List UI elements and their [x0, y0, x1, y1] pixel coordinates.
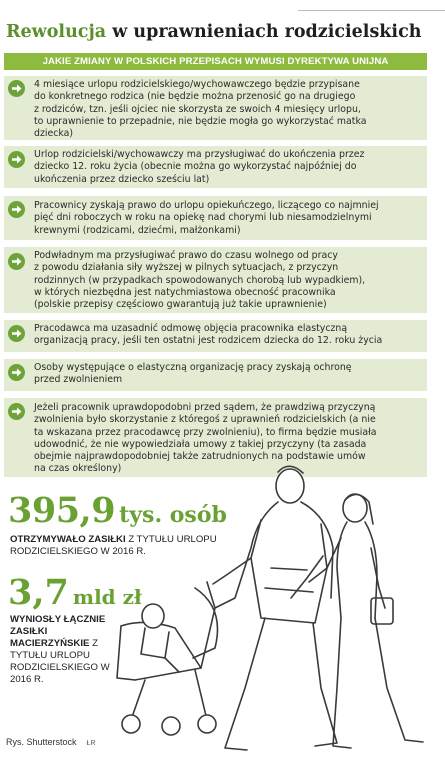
arrow-right-circle-icon — [8, 253, 25, 270]
list-item-text: Pracownicy zyskają prawo do urlopu opiekuńczego, liczącego co najmniej pięć dni roboczych w roku na opiekę nad chorymi lub niesamodzielnymi krewnymi (rodzicami, dziećmi, małżonkami) — [34, 200, 379, 236]
top-rule — [298, 10, 445, 11]
stat-amount-unit: mld zł — [72, 585, 142, 609]
author-tag: ŁR — [86, 740, 96, 747]
title-rest: w uprawnieniach rodzicielskich — [106, 22, 422, 42]
stat-people-caption — [10, 534, 240, 558]
credit-text: Rys. Shutterstock — [6, 737, 77, 747]
list-item — [4, 146, 427, 188]
arrow-right-circle-icon — [8, 80, 25, 97]
list-item — [4, 76, 427, 140]
stat-amount-caption-rest: Z TYTUŁU URLOPU RODZICIELSKIEGO W 2016 R. — [10, 638, 110, 685]
stat-people-value: 395,9 — [8, 490, 116, 531]
arrow-right-circle-icon — [8, 325, 25, 342]
title-accent: Rewolucja — [6, 22, 107, 42]
list-item-text: Urlop rodzicielski/wychowawczy ma przysługiwać do ukończenia przez dziecko 12. roku życia (obecnie można go wykorzystać najpóźniej do ukończenia przez dziecko sześciu lat) — [34, 149, 365, 185]
arrow-right-circle-icon — [8, 403, 25, 420]
list-item — [4, 196, 427, 240]
stat-people-unit: tys. osób — [119, 502, 227, 528]
stat-amount-value: 3,7 — [8, 572, 69, 613]
stat-people — [8, 490, 227, 531]
stat-people-caption-rest: Z TYTUŁU URLOPU RODZICIELSKIEGO W 2016 R. — [10, 534, 217, 557]
arrow-right-circle-icon — [8, 201, 25, 218]
list-item-text: Pracodawca ma uzasadnić odmowę objęcia pracownika elastyczną organizacją pracy, jeśli ten ostatni jest rodzicem dziecka do 12. roku życia — [34, 323, 383, 347]
list-item-text: 4 miesiące urlopu rodzicielskiego/wychowawczego będzie przypisane do konkretnego rodzica (nie będzie można przenosić go na drugiego z rodziców, tzn. jeśli ojciec nie skorzysta ze swoich 4 miesięcy urlopu, to uprawnienie to przepadnie, nie będzie mogła go wykorzystać matka dziecka) — [34, 79, 367, 140]
page-title — [6, 22, 421, 42]
arrow-right-circle-icon — [8, 151, 25, 168]
list-item-text: Jeżeli pracownik uprawdopodobni przed sądem, że prawdziwą przyczyną zwolnienia było skorzystanie z któregoś z uprawnień rodzicielskich (a nie ta wskazana przez pracodawcę przy zwolnieniu), to firma będzie musiała udowodnić, że nie wypowiedziała umowy z takiej przyczyny (ta zasada obejmie najprawdopodobniej także zatrudnionych na podstawie umów na czas określony) — [34, 402, 377, 475]
list-item-text: Podwładnym ma przysługiwać prawo do czasu wolnego od pracy z powodu działania siły wyższej w pilnych sytuacjach, z przyczyn rodzinnych (w przypadkach spowodowanych chorobą lub wypadkiem), w których niezbędna jest natychmiastowa obecność pracownika (polskie przepisy częściowo gwarantują już takie uprawnienie) — [34, 250, 366, 311]
list-item-text: Osoby występujące o elastyczną organizację pracy zyskają ochronę przed zwolnieniem — [34, 362, 352, 386]
stat-amount-caption — [10, 614, 120, 686]
stat-amount — [8, 572, 142, 613]
list-item — [4, 247, 427, 313]
image-credit — [6, 737, 95, 747]
subhead-banner: JAKIE ZMIANY W POLSKICH PRZEPISACH WYMUSI DYREKTYWA UNIJNA — [4, 53, 427, 70]
stat-amount-caption-bold: WYNIOSŁY ŁĄCZNIE ZASIŁKI MACIERZYŃSKIE — [10, 614, 106, 649]
list-item — [4, 359, 427, 391]
arrow-right-circle-icon — [8, 364, 25, 381]
list-item — [4, 320, 427, 352]
stat-people-caption-bold: OTRZYMYWAŁO ZASIŁKI — [10, 534, 126, 545]
